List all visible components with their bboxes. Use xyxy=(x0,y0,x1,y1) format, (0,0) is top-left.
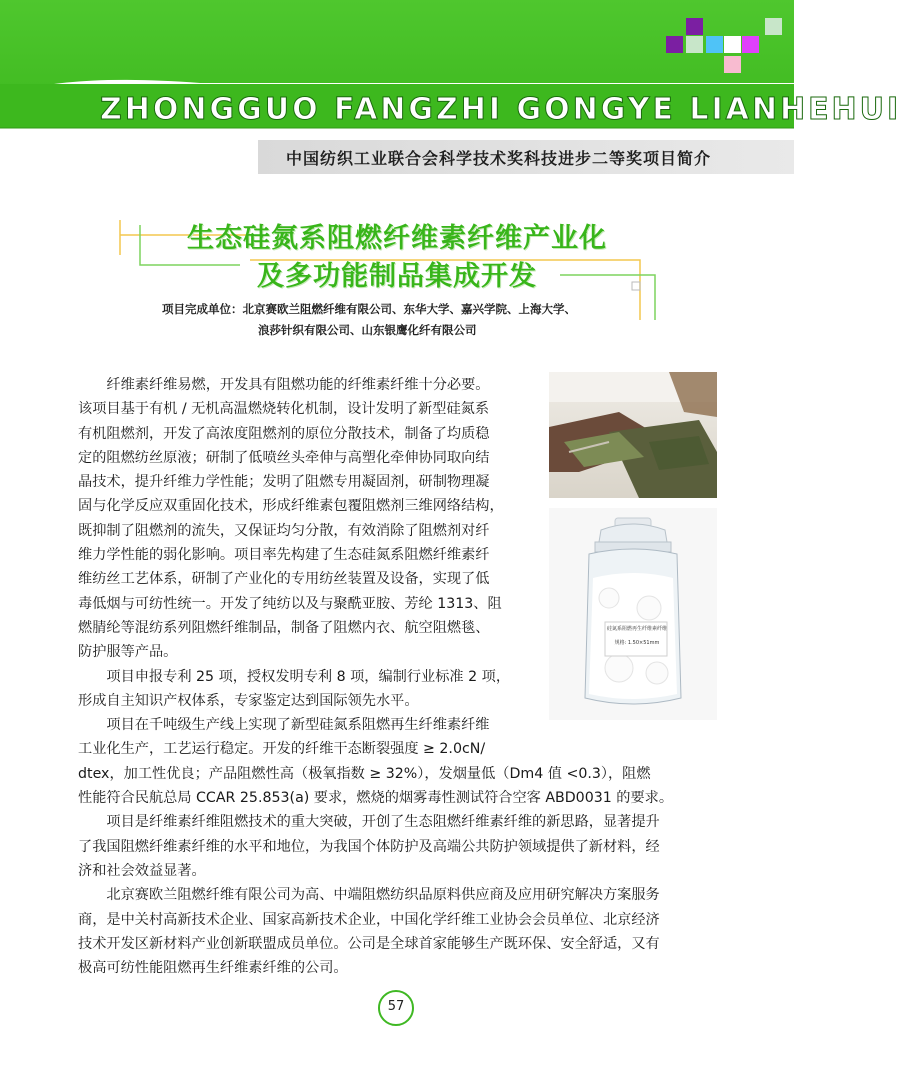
page-number: 57 xyxy=(387,999,405,1014)
body-line: 固与化学反应双重固化技术，形成纤维素包覆阻燃剂三维网络结构， xyxy=(78,498,504,515)
body-line: 极高可纺性能阻燃再生纤维素纤维的公司。 xyxy=(78,960,348,977)
article-title-line2: 及多功能制品集成开发 xyxy=(257,261,537,292)
decor-square xyxy=(724,36,741,53)
body-line: 燃腈纶等混纺系列阻燃纤维制品，制备了阻燃内衣、航空阻燃毯、 xyxy=(78,619,490,636)
body-line: 定的阻燃纺丝原液；研制了低喷丝头牵伸与高塑化牵伸协同取向结 xyxy=(78,449,490,466)
body-line: 该项目基于有机 / 无机高温燃烧转化机制，设计发明了新型硅氮系 xyxy=(78,401,490,418)
body-line: dtex，加工性优良；产品阻燃性高（极氧指数 ≥ 32%），发烟量低（Dm4 值 <0.3），阻燃 xyxy=(78,765,651,782)
decor-square xyxy=(666,36,683,53)
body-line: 项目在千吨级生产线上实现了新型硅氮系阻燃再生纤维素纤维 xyxy=(78,717,490,734)
body-line: 维纺丝工艺体系，研制了产业化的专用纺丝装置及设备，实现了低 xyxy=(78,571,490,588)
article-body xyxy=(78,373,718,980)
body-line: 北京赛欧兰阻燃纤维有限公司为高、中端阻燃纺织品原料供应商及应用研究解决方案服务 xyxy=(78,887,660,904)
body-line: 毒低烟与可纺性统一。开发了纯纺以及与聚酰亚胺、芳纶 1313、阻 xyxy=(78,595,502,612)
completion-units-line2: 浪莎针织有限公司、山东银鹰化纤有限公司 xyxy=(258,323,477,337)
body-line: 济和社会效益显著。 xyxy=(78,862,206,879)
body-line: 了我国阻燃纤维素纤维的水平和地位，为我国个体防护及高端公共防护领域提供了新材料，经 xyxy=(78,838,660,855)
body-line: 晶技术，提升纤维力学性能；发明了阻燃专用凝固剂，研制物理凝 xyxy=(78,474,490,491)
body-line: 防护服等产品。 xyxy=(78,644,178,661)
body-line: 性能符合民航总局 CCAR 25.853(a) 要求，燃烧的烟雾毒性测试符合空客 ABD0031 的要求。 xyxy=(78,790,674,807)
article-title-line1: 生态硅氮系阻燃纤维素纤维产业化 xyxy=(187,223,607,254)
body-line: 维力学性能的弱化影响。项目率先构建了生态硅氮系阻燃纤维素纤 xyxy=(78,547,490,564)
jar-label-spec: 规格: 1.50×51mm xyxy=(614,640,660,646)
body-line: 有机阻燃剂，开发了高浓度阻燃剂的原位分散技术，制备了均质稳 xyxy=(78,425,490,442)
body-line: 项目申报专利 25 项，授权发明专利 8 项，编制行业标准 2 项， xyxy=(78,668,511,685)
jar-label-text: 硅氮系阻燃再生纤维素纤维 xyxy=(606,626,667,632)
body-line: 技术开发区新材料产业创新联盟成员单位。公司是全球首家能够生产既环保、安全舒适，又有 xyxy=(78,935,660,952)
decor-square xyxy=(742,36,759,53)
decor-square xyxy=(706,36,723,53)
body-line: 项目是纤维素纤维阻燃技术的重大突破，开创了生态阻燃纤维素纤维的新思路，显著提升 xyxy=(78,814,660,831)
decor-square xyxy=(686,18,703,35)
subtitle-text: 中国纺织工业联合会科学技术奖科技进步二等奖项目简介 xyxy=(286,149,712,168)
decor-square xyxy=(765,18,782,35)
body-line: 工业化生产，工艺运行稳定。开发的纤维干态断裂强度 ≥ 2.0cN/ xyxy=(78,741,486,758)
body-line: 既抑制了阻燃剂的流失，又保证均匀分散，有效消除了阻燃剂对纤 xyxy=(78,522,490,539)
header-band xyxy=(0,0,901,168)
decor-square xyxy=(724,56,741,73)
completion-units-line1: 项目完成单位：北京赛欧兰阻燃纤维有限公司、东华大学、嘉兴学院、上海大学、 xyxy=(162,302,576,316)
body-line: 形成自主知识产权体系，专家鉴定达到国际领先水平。 xyxy=(78,692,419,709)
body-line: 纤维素纤维易燃，开发具有阻燃功能的纤维素纤维十分必要。 xyxy=(78,377,490,393)
body-line: 商，是中关村高新技术企业、国家高新技术企业，中国化学纤维工业协会会员单位、北京经济 xyxy=(78,911,660,928)
decor-square xyxy=(686,36,703,53)
banner-title: ZHONGGUO FANGZHI GONGYE LIANHEHUI xyxy=(100,92,901,127)
